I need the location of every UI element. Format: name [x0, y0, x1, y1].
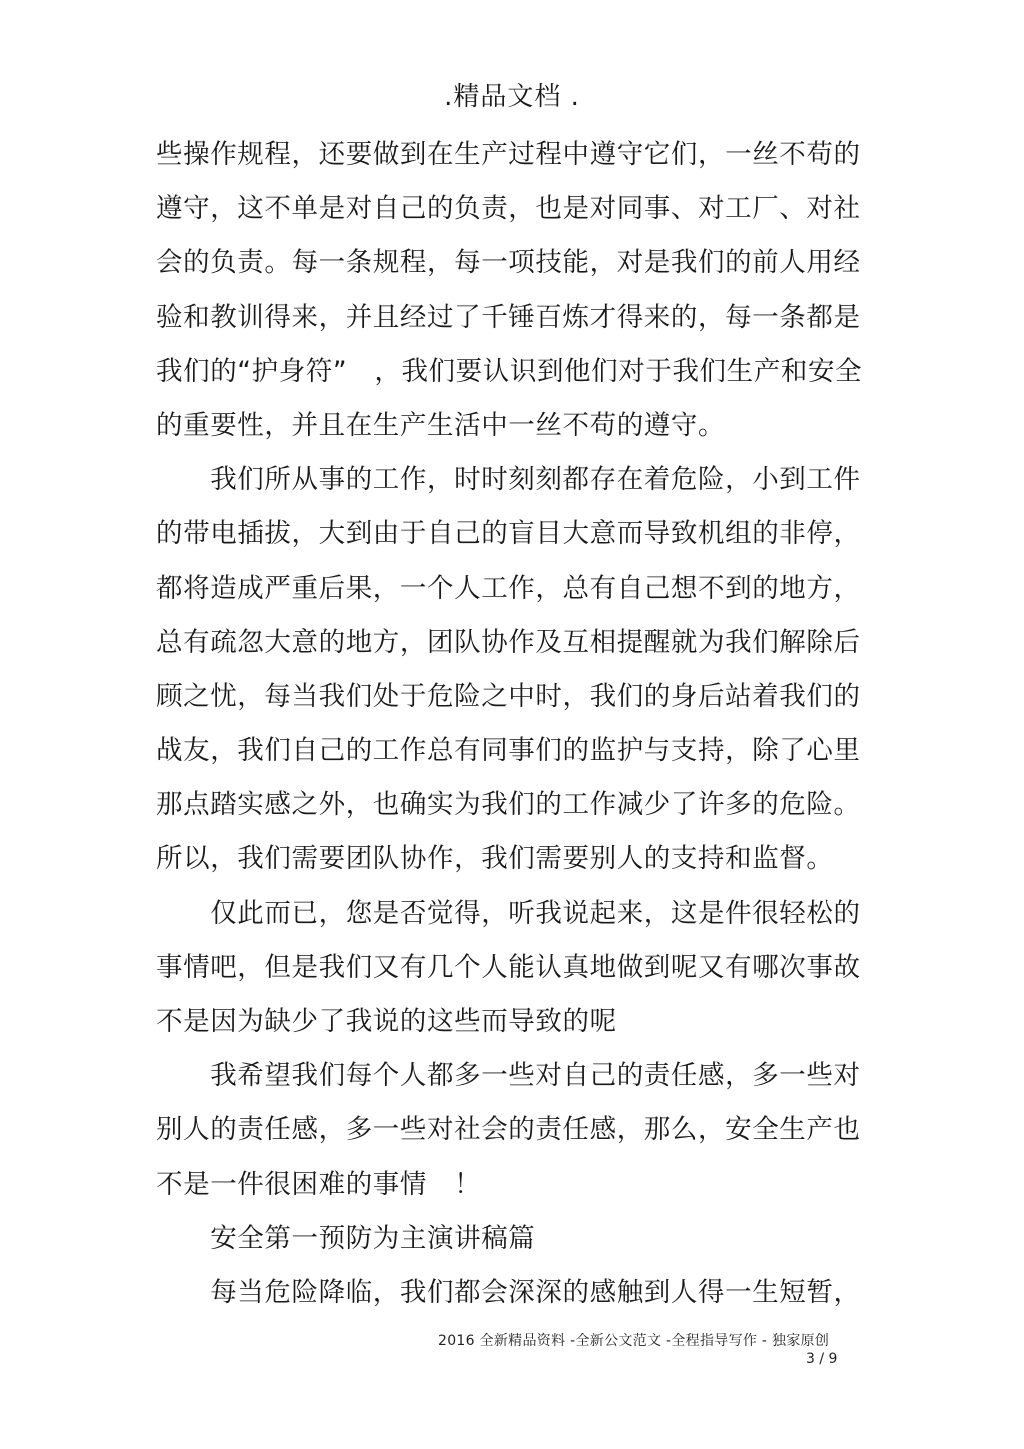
text-line: 每当危险降临，我们都会深深的感触到人得一生短暂， [156, 1276, 861, 1308]
text-line: 遵守，这不单是对自己的负责，也是对同事、对工厂、对社 [156, 193, 861, 225]
text-line: 别人的责任感，多一些对社会的责任感，那么，安全生产也 [156, 1114, 861, 1146]
page-number: 3 / 9 [806, 1351, 838, 1367]
text-line: 会的负责。每一条规程，每一项技能，对是我们的前人用经 [156, 247, 861, 279]
text-line: 总有疏忽大意的地方，团队协作及互相提醒就为我们解除后 [156, 626, 861, 658]
section-heading: 安全第一预防为主演讲稿篇 [156, 1222, 536, 1254]
text-line: 那点踏实感之外，也确实为我们的工作减少了许多的危险。 [156, 789, 861, 821]
page-header: .精品文档 . [444, 82, 580, 112]
text-line: 的带电插拔，大到由于自己的盲目大意而导致机组的非停， [156, 518, 861, 550]
text-line: 的重要性，并且在生产生活中一丝不苟的遵守。 [156, 409, 726, 441]
footer-text: 2016 全新精品资料 -全新公文范文 -全程指导写作 - 独家原创 [438, 1333, 830, 1349]
text-line: 验和教训得来，并且经过了千锤百炼才得来的，每一条都是 [156, 301, 861, 333]
text-line: 所以，我们需要团队协作，我们需要别人的支持和监督。 [156, 843, 834, 875]
text-line: 不是因为缺少了我说的这些而导致的呢 [156, 1006, 617, 1037]
text-line: 我们所从事的工作，时时刻刻都存在着危险，小到工件 [156, 464, 861, 496]
text-line: 我希望我们每个人都多一些对自己的责任感，多一些对 [156, 1060, 861, 1092]
text-line: 仅此而已，您是否觉得，听我说起来，这是件很轻松的 [156, 897, 861, 929]
text-line: 不是一件很困难的事情 ！ [156, 1168, 482, 1200]
text-line: 都将造成严重后果，一个人工作，总有自己想不到的地方， [156, 572, 861, 604]
text-line: 我们的“护身符” ，我们要认识到他们对于我们生产和安全 [156, 355, 863, 387]
text-line: 事情吧，但是我们又有几个人能认真地做到呢又有哪次事故 [156, 951, 861, 983]
text-line: 顾之忧，每当我们处于危险之中时，我们的身后站着我们的 [156, 680, 861, 712]
body-text [156, 128, 863, 1320]
text-line: 战友，我们自己的工作总有同事们的监护与支持，除了心里 [156, 735, 861, 767]
text-line: 些操作规程，还要做到在生产过程中遵守它们，一丝不苟的 [156, 139, 861, 170]
